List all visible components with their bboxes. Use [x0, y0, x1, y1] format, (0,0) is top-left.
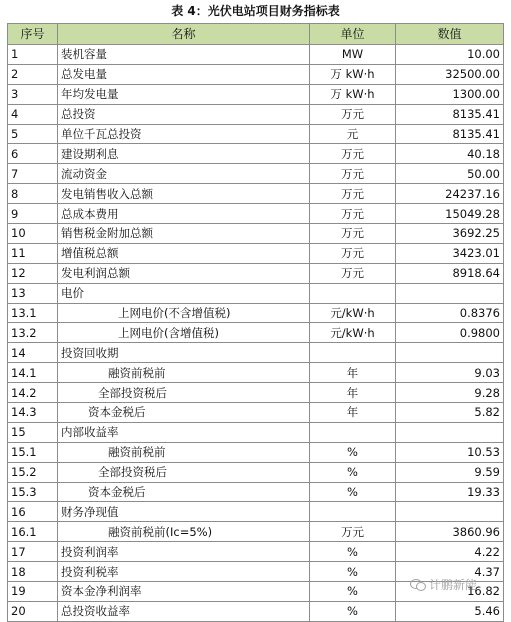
table-row [8, 422, 504, 442]
row-unit: 万元 [310, 243, 396, 263]
row-value: 1300.00 [396, 84, 504, 104]
row-value: 24237.16 [396, 184, 504, 204]
row-unit: % [310, 601, 396, 621]
row-name: 总成本费用 [58, 204, 310, 224]
row-number: 4 [8, 104, 58, 124]
row-name: 全部投资税后 [58, 462, 310, 482]
row-value: 10.53 [396, 442, 504, 462]
row-value: 50.00 [396, 164, 504, 184]
row-name: 发电销售收入总额 [58, 184, 310, 204]
row-number: 18 [8, 562, 58, 582]
table-row [8, 303, 504, 323]
row-value: 4.37 [396, 562, 504, 582]
table-row [8, 462, 504, 482]
row-value: 8135.41 [396, 124, 504, 144]
row-number: 15 [8, 422, 58, 442]
row-number: 2 [8, 64, 58, 84]
row-name: 总发电量 [58, 64, 310, 84]
table-row [8, 124, 504, 144]
table-row [8, 482, 504, 502]
header-name: 名称 [58, 24, 310, 45]
row-unit [310, 283, 396, 303]
row-unit: % [310, 462, 396, 482]
row-value: 9.28 [396, 383, 504, 403]
row-number: 15.1 [8, 442, 58, 462]
row-value: 8918.64 [396, 263, 504, 283]
row-name: 上网电价(不含增值税) [58, 303, 310, 323]
row-number: 19 [8, 582, 58, 602]
table-row [8, 224, 504, 244]
row-value: 9.03 [396, 363, 504, 383]
row-name: 年均发电量 [58, 84, 310, 104]
row-number: 16.1 [8, 522, 58, 542]
row-unit: 元/kW·h [310, 323, 396, 343]
table-row [8, 243, 504, 263]
table-row [8, 343, 504, 363]
row-value [396, 283, 504, 303]
table-row [8, 104, 504, 124]
row-unit: 万 kW·h [310, 64, 396, 84]
row-value: 5.46 [396, 601, 504, 621]
row-number: 10 [8, 224, 58, 244]
row-value: 19.33 [396, 482, 504, 502]
table-row [8, 84, 504, 104]
row-number: 15.3 [8, 482, 58, 502]
row-number: 16 [8, 502, 58, 522]
row-name: 电价 [58, 283, 310, 303]
row-unit: 年 [310, 363, 396, 383]
header-unit: 单位 [310, 24, 396, 45]
row-unit: 元 [310, 124, 396, 144]
table-header-row [8, 24, 504, 45]
row-unit: % [310, 542, 396, 562]
row-value: 9.59 [396, 462, 504, 482]
row-number: 15.2 [8, 462, 58, 482]
table-row [8, 323, 504, 343]
wechat-icon [410, 577, 426, 591]
table-row [8, 502, 504, 522]
table-row [8, 383, 504, 403]
row-value [396, 502, 504, 522]
row-name: 增值税总额 [58, 243, 310, 263]
watermark [410, 574, 477, 594]
row-value: 15049.28 [396, 204, 504, 224]
row-value: 5.82 [396, 403, 504, 423]
row-unit: 万元 [310, 224, 396, 244]
row-unit: 年 [310, 403, 396, 423]
row-unit: MW [310, 45, 396, 65]
row-value: 0.8376 [396, 303, 504, 323]
row-unit: 万元 [310, 164, 396, 184]
row-unit: 万元 [310, 522, 396, 542]
table-row [8, 164, 504, 184]
row-number: 9 [8, 204, 58, 224]
row-number: 7 [8, 164, 58, 184]
row-unit: 万元 [310, 204, 396, 224]
row-number: 6 [8, 144, 58, 164]
row-number: 14 [8, 343, 58, 363]
row-name: 财务净现值 [58, 502, 310, 522]
row-number: 11 [8, 243, 58, 263]
row-value: 40.18 [396, 144, 504, 164]
row-number: 13.1 [8, 303, 58, 323]
row-unit: % [310, 582, 396, 602]
row-name: 融资前税前 [58, 363, 310, 383]
row-unit: 元/kW·h [310, 303, 396, 323]
row-unit: % [310, 442, 396, 462]
row-number: 20 [8, 601, 58, 621]
row-value: 3423.01 [396, 243, 504, 263]
row-number: 5 [8, 124, 58, 144]
row-number: 13.2 [8, 323, 58, 343]
watermark-text: 计鹏新能 [429, 577, 478, 592]
row-unit: 万元 [310, 104, 396, 124]
row-value: 8135.41 [396, 104, 504, 124]
row-name: 单位千瓦总投资 [58, 124, 310, 144]
table-row [8, 442, 504, 462]
row-number: 3 [8, 84, 58, 104]
row-value: 32500.00 [396, 64, 504, 84]
row-number: 14.1 [8, 363, 58, 383]
row-unit: % [310, 482, 396, 502]
row-value: 0.9800 [396, 323, 504, 343]
row-name: 销售税金附加总额 [58, 224, 310, 244]
row-value [396, 422, 504, 442]
row-unit: 万元 [310, 144, 396, 164]
row-unit: 年 [310, 383, 396, 403]
row-name: 流动资金 [58, 164, 310, 184]
row-unit [310, 422, 396, 442]
header-value: 数值 [396, 24, 504, 45]
table-row [8, 542, 504, 562]
table-row [8, 403, 504, 423]
financial-indicators-table [7, 23, 504, 622]
row-name: 内部收益率 [58, 422, 310, 442]
row-unit: % [310, 562, 396, 582]
row-value [396, 343, 504, 363]
row-name: 资本金净利润率 [58, 582, 310, 602]
row-name: 投资回收期 [58, 343, 310, 363]
row-value: 10.00 [396, 45, 504, 65]
row-number: 14.2 [8, 383, 58, 403]
row-unit [310, 343, 396, 363]
table-row [8, 522, 504, 542]
row-name: 全部投资税后 [58, 383, 310, 403]
row-name: 总投资收益率 [58, 601, 310, 621]
row-name: 上网电价(含增值税) [58, 323, 310, 343]
row-unit: 万元 [310, 184, 396, 204]
row-name: 发电利润总额 [58, 263, 310, 283]
row-name: 资本金税后 [58, 403, 310, 423]
row-value: 3860.96 [396, 522, 504, 542]
row-name: 总投资 [58, 104, 310, 124]
row-name: 融资前税前(Ic=5%) [58, 522, 310, 542]
table-row [8, 45, 504, 65]
row-name: 投资利润率 [58, 542, 310, 562]
row-name: 投资利税率 [58, 562, 310, 582]
row-number: 12 [8, 263, 58, 283]
row-value: 3692.25 [396, 224, 504, 244]
row-number: 13 [8, 283, 58, 303]
row-unit: 万 kW·h [310, 84, 396, 104]
row-name: 融资前税前 [58, 442, 310, 462]
row-number: 1 [8, 45, 58, 65]
row-number: 17 [8, 542, 58, 562]
table-row [8, 601, 504, 621]
table-row [8, 363, 504, 383]
table-caption: 表 4：光伏电站项目财务指标表 [171, 4, 340, 18]
table-row [8, 144, 504, 164]
row-name: 建设期利息 [58, 144, 310, 164]
table-row [8, 64, 504, 84]
row-value: 4.22 [396, 542, 504, 562]
table-row [8, 283, 504, 303]
table-row [8, 263, 504, 283]
table-row [8, 184, 504, 204]
row-number: 8 [8, 184, 58, 204]
row-value: 16.82 [396, 582, 504, 602]
row-unit [310, 502, 396, 522]
row-name: 资本金税后 [58, 482, 310, 502]
header-no: 序号 [8, 24, 58, 45]
row-number: 14.3 [8, 403, 58, 423]
table-row [8, 204, 504, 224]
row-name: 装机容量 [58, 45, 310, 65]
row-unit: 万元 [310, 263, 396, 283]
